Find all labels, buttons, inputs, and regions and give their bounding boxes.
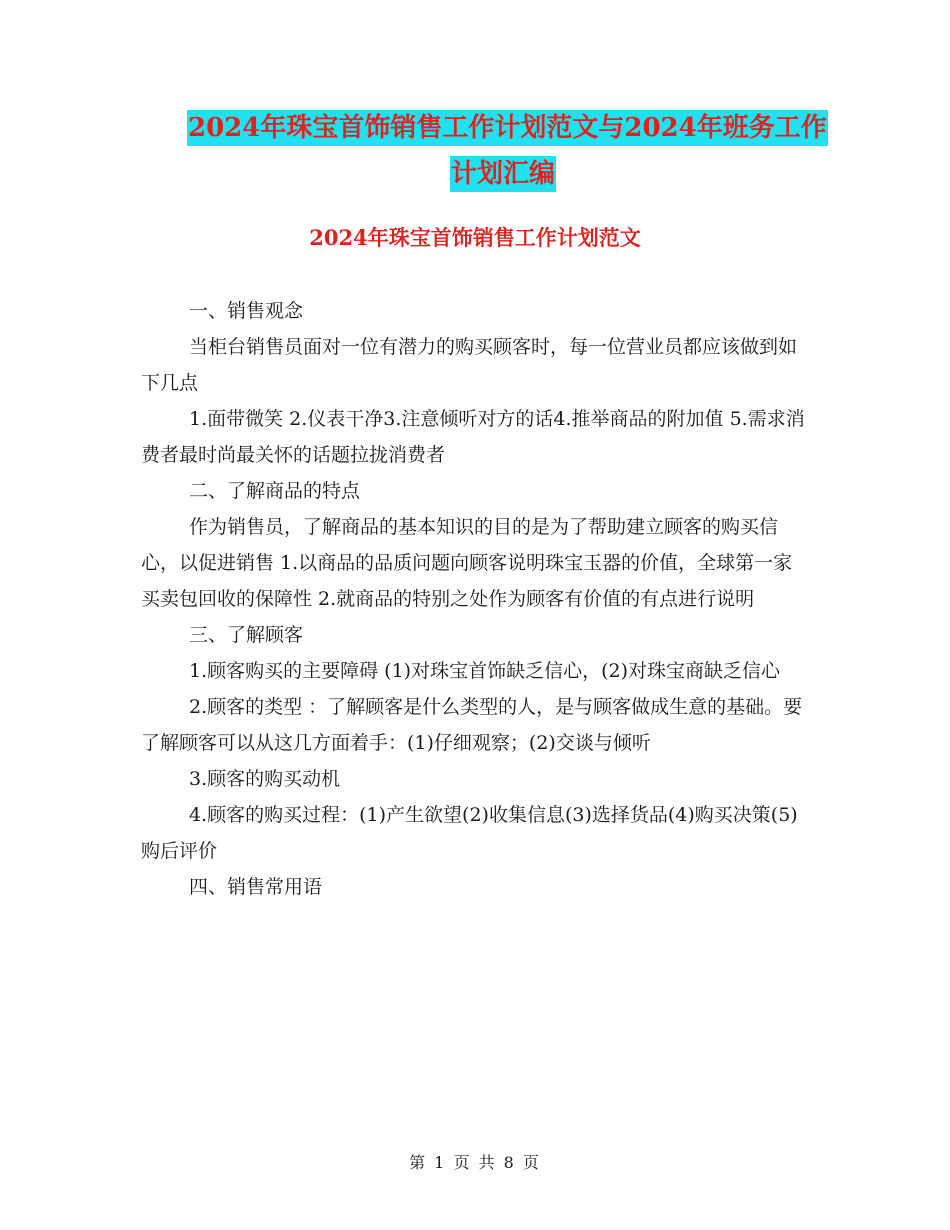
- page-footer: 第 1 页 共 8 页: [409, 1153, 541, 1172]
- paragraph: 作为销售员，了解商品的基本知识的目的是为了帮助建立顾客的购买信心，以促进销售 1.以商品的品质问题向顾客说明珠宝玉器的价值，全球第一家买卖包回收的保障性 2.就商品的特别之处作为顾客有价值的有点进行说明: [141, 516, 793, 610]
- paragraph: 3.顾客的购买动机: [189, 768, 341, 790]
- heading-sales-phrases: 四、销售常用语: [189, 876, 323, 898]
- section-heading: 2024年珠宝首饰销售工作计划范文: [309, 225, 641, 250]
- heading-sales-concept: 一、销售观念: [189, 300, 304, 322]
- document-body: [141, 293, 811, 905]
- paragraph: 当柜台销售员面对一位有潜力的购买顾客时，每一位营业员都应该做到如下几点: [141, 336, 798, 394]
- paragraph: 1.顾客购买的主要障碍 (1)对珠宝首饰缺乏信心，(2)对珠宝商缺乏信心: [189, 660, 780, 682]
- heading-product-features: 二、了解商品的特点: [189, 480, 361, 502]
- title-line-2: 计划汇编: [450, 156, 556, 192]
- title-line-1: 2024年珠宝首饰销售工作计划范文与2024年班务工作: [187, 110, 828, 146]
- paragraph: 1.面带微笑 2.仪表干净3.注意倾听对方的话4.推举商品的附加值 5.需求消费者最时尚最关怀的话题拉拢消费者: [141, 408, 805, 466]
- paragraph: 4.顾客的购买过程：(1)产生欲望(2)收集信息(3)选择货品(4)购买决策(5)购后评价: [141, 804, 798, 862]
- heading-understand-customers: 三、了解顾客: [189, 624, 304, 646]
- paragraph: 2.顾客的类型 ：了解顾客是什么类型的人，是与顾客做成生意的基础。要了解顾客可以从这几方面着手：(1)仔细观察；(2)交谈与倾听: [141, 696, 803, 754]
